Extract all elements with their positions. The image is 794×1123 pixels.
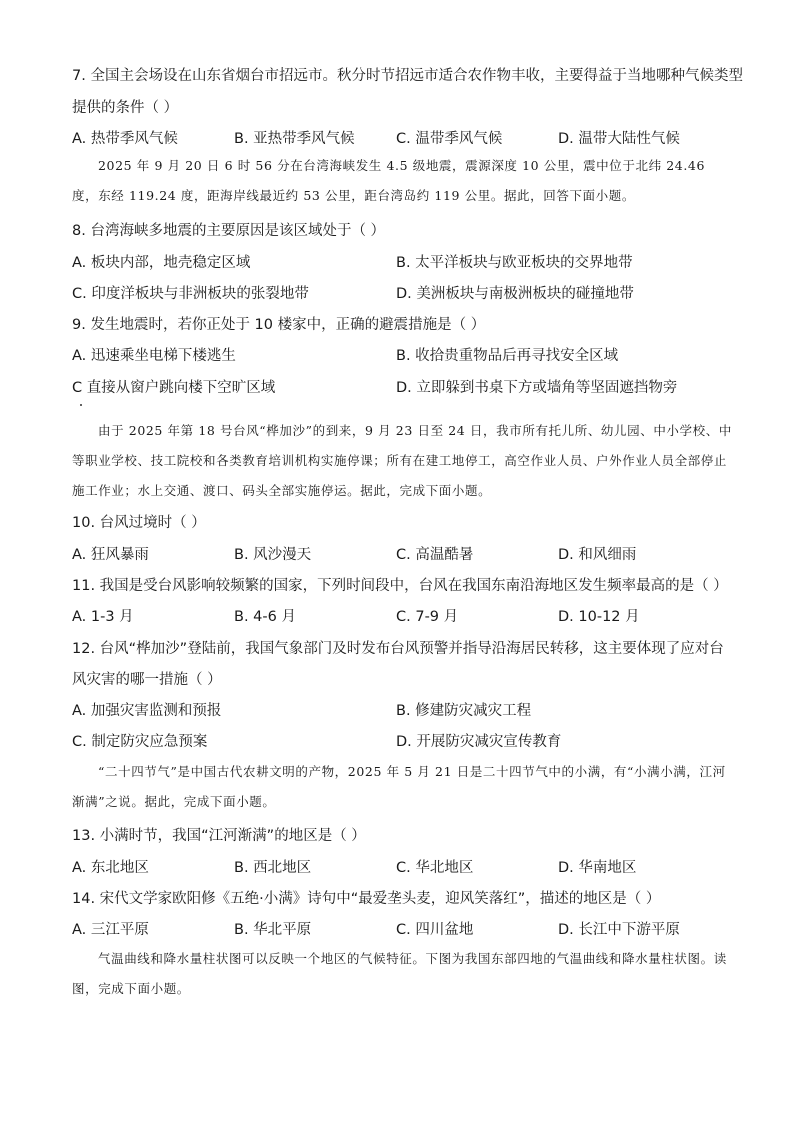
question-14-stem: 14. 宋代文学家欧阳修《五绝·小满》诗句中“最爱垄头麦，迎风笑落红”，描述的地区是（ ） [72,891,661,907]
question-13-stem: 13. 小满时节，我国“江河渐满”的地区是（ ） [72,828,366,844]
question-12-option-b: B. 修建防灾减灾工程 [396,703,532,719]
stray-mark [80,404,82,406]
question-13-option-a: A. 东北地区 [72,860,149,876]
question-10-stem: 10. 台风过境时（ ） [72,515,206,531]
question-7-option-c: C. 温带季风气候 [396,131,503,147]
question-13-option-d: D. 华南地区 [558,860,637,876]
question-12-option-a: A. 加强灾害监测和预报 [72,703,222,719]
question-8-option-b: B. 太平洋板块与欧亚板块的交界地带 [396,255,633,271]
question-8-option-a: A. 板块内部，地壳稳定区域 [72,255,251,271]
question-9-option-a: A. 迅速乘坐电梯下楼逃生 [72,348,236,364]
question-11-option-c: C. 7-9 月 [396,609,459,625]
question-7-stem-line2: 提供的条件（ ） [72,100,179,116]
question-14-option-b: B. 华北平原 [234,922,312,938]
question-12-stem-line1: 12. 台风“桦加沙”登陆前，我国气象部门及时发布台风预警并指导沿海居民转移，这主要体现了应对台 [72,641,724,657]
question-10-option-c: C. 高温酷暑 [396,547,474,563]
question-10-option-b: B. 风沙漫天 [234,547,312,563]
question-8-stem: 8. 台湾海峡多地震的主要原因是该区域处于（ ） [72,223,386,239]
question-11-option-a: A. 1-3 月 [72,609,134,625]
question-13-option-c: C. 华北地区 [396,860,474,876]
material-solar-term: “二十四节气”是中国古代农耕文明的产物，2025 年 5 月 21 日是二十四节气中的小满，有“小满小满，江河渐满”之说。据此，完成下面小题。 [72,764,726,809]
question-14-option-a: A. 三江平原 [72,922,149,938]
material-climate-chart: 气温曲线和降水量柱状图可以反映一个地区的气候特征。下图为我国东部四地的气温曲线和降水量柱状图。读图，完成下面小题。 [72,951,727,996]
question-14-option-d: D. 长江中下游平原 [558,922,680,938]
question-11-stem: 11. 我国是受台风影响较频繁的国家，下列时间段中，台风在我国东南沿海地区发生频率最高的是（ ） [72,578,728,594]
question-7-option-d: D. 温带大陆性气候 [558,131,680,147]
question-8-option-c: C. 印度洋板块与非洲板块的张裂地带 [72,286,309,302]
question-12-option-d: D. 开展防灾减灾宣传教育 [396,734,562,750]
question-7-option-b: B. 亚热带季风气候 [234,131,355,147]
material-earthquake: 2025 年 9 月 20 日 6 时 56 分在台湾海峡发生 4.5 级地震，震源深度 10 公里，震中位于北纬 24.46 度，东经 119.24 度，距海岸线最近约 53 公里，距台湾岛约 119 公里。据此，回答下面小题。 [72,158,706,203]
question-7-stem-line1: 7. 全国主会场设在山东省烟台市招远市。秋分时节招远市适合农作物丰收，主要得益于当地哪种气候类型 [72,68,743,84]
question-10-option-d: D. 和风细雨 [558,547,637,563]
question-7-option-a: A. 热带季风气候 [72,131,178,147]
question-11-option-d: D. 10-12 月 [558,609,640,625]
question-12-option-c: C. 制定防灾应急预案 [72,734,208,750]
question-9-option-b: B. 收拾贵重物品后再寻找安全区域 [396,348,619,364]
question-11-option-b: B. 4-6 月 [234,609,296,625]
question-14-option-c: C. 四川盆地 [396,922,474,938]
question-10-option-a: A. 狂风暴雨 [72,547,149,563]
material-typhoon: 由于 2025 年第 18 号台风“桦加沙”的到来，9 月 23 日至 24 日，我市所有托儿所、幼儿园、中小学校、中等职业学校、技工院校和各类教育培训机构实施停课；所有在建工地停工，高空作业人员、户外作业人员全部停止施工作业；水上交通、渡口、码头全部实施停运。据此，完成下面小题。 [72,423,732,498]
question-12-stem-line2: 风灾害的哪一措施（ ） [72,672,222,688]
question-9-stem: 9. 发生地震时，若你正处于 10 楼家中，正确的避震措施是（ ） [72,317,486,333]
question-9-option-c: C 直接从窗户跳向楼下空旷区域 [72,380,276,396]
question-13-option-b: B. 西北地区 [234,860,312,876]
question-9-option-d: D. 立即躲到书桌下方或墙角等坚固遮挡物旁 [396,380,678,396]
question-8-option-d: D. 美洲板块与南极洲板块的碰撞地带 [396,286,634,302]
